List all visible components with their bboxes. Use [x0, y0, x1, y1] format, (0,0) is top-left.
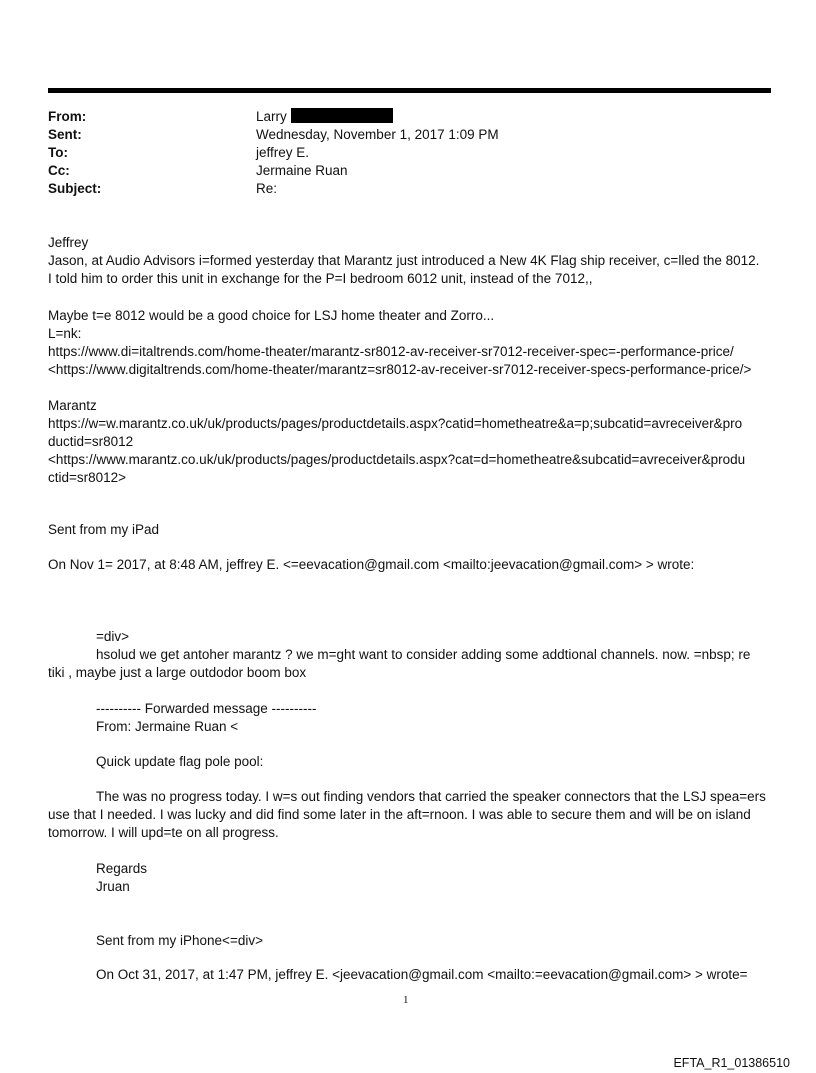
- quick-update: [48, 753, 816, 771]
- cc-label: Cc:: [48, 163, 70, 178]
- forwarded-from: From: Jermaine Ruan <: [96, 719, 239, 734]
- hsolud-line-1: hsolud we get antoher marantz ? we m=ght want to consider adding some addtional channels. now. =nbsp; re: [96, 647, 751, 662]
- quoted-message: [48, 628, 816, 646]
- sent-label: Sent:: [48, 127, 82, 142]
- sent-value: Wednesday, November 1, 2017 1:09 PM: [256, 127, 499, 142]
- paragraph-marantz: [48, 397, 778, 487]
- link-text: ctid=sr8012>: [48, 470, 127, 485]
- from-name: Larry: [256, 109, 287, 124]
- paragraph-intro: [48, 234, 778, 288]
- progress-paragraph: [48, 788, 778, 842]
- header-rule: [48, 88, 771, 93]
- sent-iphone-line: Sent from my iPhone<=div>: [96, 933, 263, 948]
- quoted-hsolud: [48, 646, 778, 682]
- link-text: <https://www.marantz.co.uk/uk/products/pages/productdetails.aspx?cat=d=hometheatre&subcatid=avreceiver&produ: [48, 452, 746, 467]
- to-label: To:: [48, 145, 68, 160]
- regards-line: Regards: [96, 861, 148, 876]
- page-number: 1: [403, 994, 409, 1006]
- body-line: Maybe t=e 8012 would be a good choice for LSJ home theater and Zorro...: [48, 308, 495, 323]
- progress-line-3: tomorrow. I will upd=te on all progress.: [48, 825, 279, 840]
- from-label: From:: [48, 109, 87, 124]
- quoted-header: [48, 556, 778, 574]
- cc-row: [48, 162, 499, 180]
- to-value: jeffrey E.: [256, 145, 310, 160]
- body-line: Marantz: [48, 398, 97, 413]
- progress-line-1: The was no progress today. I w=s out finding vendors that carried the speaker connectors that the LSJ spea=ers: [96, 789, 766, 804]
- from-value: [256, 108, 393, 126]
- progress-line-2: use that I needed. I was lucky and did find some later in the aft=rnoon. I was able to secure them and will be on island: [48, 807, 751, 822]
- body-line: I told him to order this unit in exchange for the P=I bedroom 6012 unit, instead of the 7012,,: [48, 271, 593, 286]
- forwarded-block: [48, 700, 816, 736]
- body-line: L=nk:: [48, 326, 82, 341]
- quick-update-line: Quick update flag pole pool:: [96, 754, 264, 769]
- link-text: <https://www.digitaltrends.com/home-theater/marantz=sr8012-av-receiver-sr7012-receiver-specs-performance-price/>: [48, 362, 752, 377]
- subject-label: Subject:: [48, 181, 102, 196]
- bates-number: EFTA_R1_01386510: [673, 1056, 790, 1070]
- redaction-block: [291, 108, 393, 123]
- link-text: https://w=w.marantz.co.uk/uk/products/pages/productdetails.aspx?catid=hometheatre&a=p;subcatid=avreceiver&pro: [48, 416, 743, 431]
- sent-row: [48, 126, 499, 144]
- quoted-oct-header: [48, 966, 816, 984]
- cc-value: Jermaine Ruan: [256, 163, 348, 178]
- on-wrote-line: On Nov 1= 2017, at 8:48 AM, jeffrey E. <=eevacation@gmail.com <mailto:jeevacation@gmail.com> > wrote:: [48, 557, 695, 572]
- sent-from-iphone: [48, 932, 816, 950]
- paragraph-links: [48, 307, 778, 379]
- forwarded-header: ---------- Forwarded message ----------: [96, 701, 317, 716]
- signature-line: Jruan: [96, 879, 130, 894]
- link-text: https://www.di=italtrends.com/home-theater/marantz-sr8012-av-receiver-sr7012-receiver-spec=-performance-price/: [48, 344, 734, 359]
- hsolud-line-2: tiki , maybe just a large outdodor boom box: [48, 665, 307, 680]
- sent-from-line: Sent from my iPad: [48, 522, 160, 537]
- body-line: Jason, at Audio Advisors i=formed yesterday that Marantz just introduced a New 4K Flag ship receiver, c=lled the 8012.: [48, 253, 760, 268]
- div-tag-line: =div>: [96, 629, 130, 644]
- regards-block: [48, 860, 816, 896]
- body-line: Jeffrey: [48, 235, 89, 250]
- subject-value: Re:: [256, 181, 278, 196]
- link-text: ductid=sr8012: [48, 434, 134, 449]
- from-row: [48, 108, 499, 126]
- on-oct-line: On Oct 31, 2017, at 1:47 PM, jeffrey E. <jeevacation@gmail.com <mailto:=eevacation@gmail.com> > wrote=: [96, 967, 748, 982]
- email-header: [48, 108, 499, 198]
- subject-row: [48, 180, 499, 198]
- sent-from-ipad: [48, 521, 778, 539]
- to-row: [48, 144, 499, 162]
